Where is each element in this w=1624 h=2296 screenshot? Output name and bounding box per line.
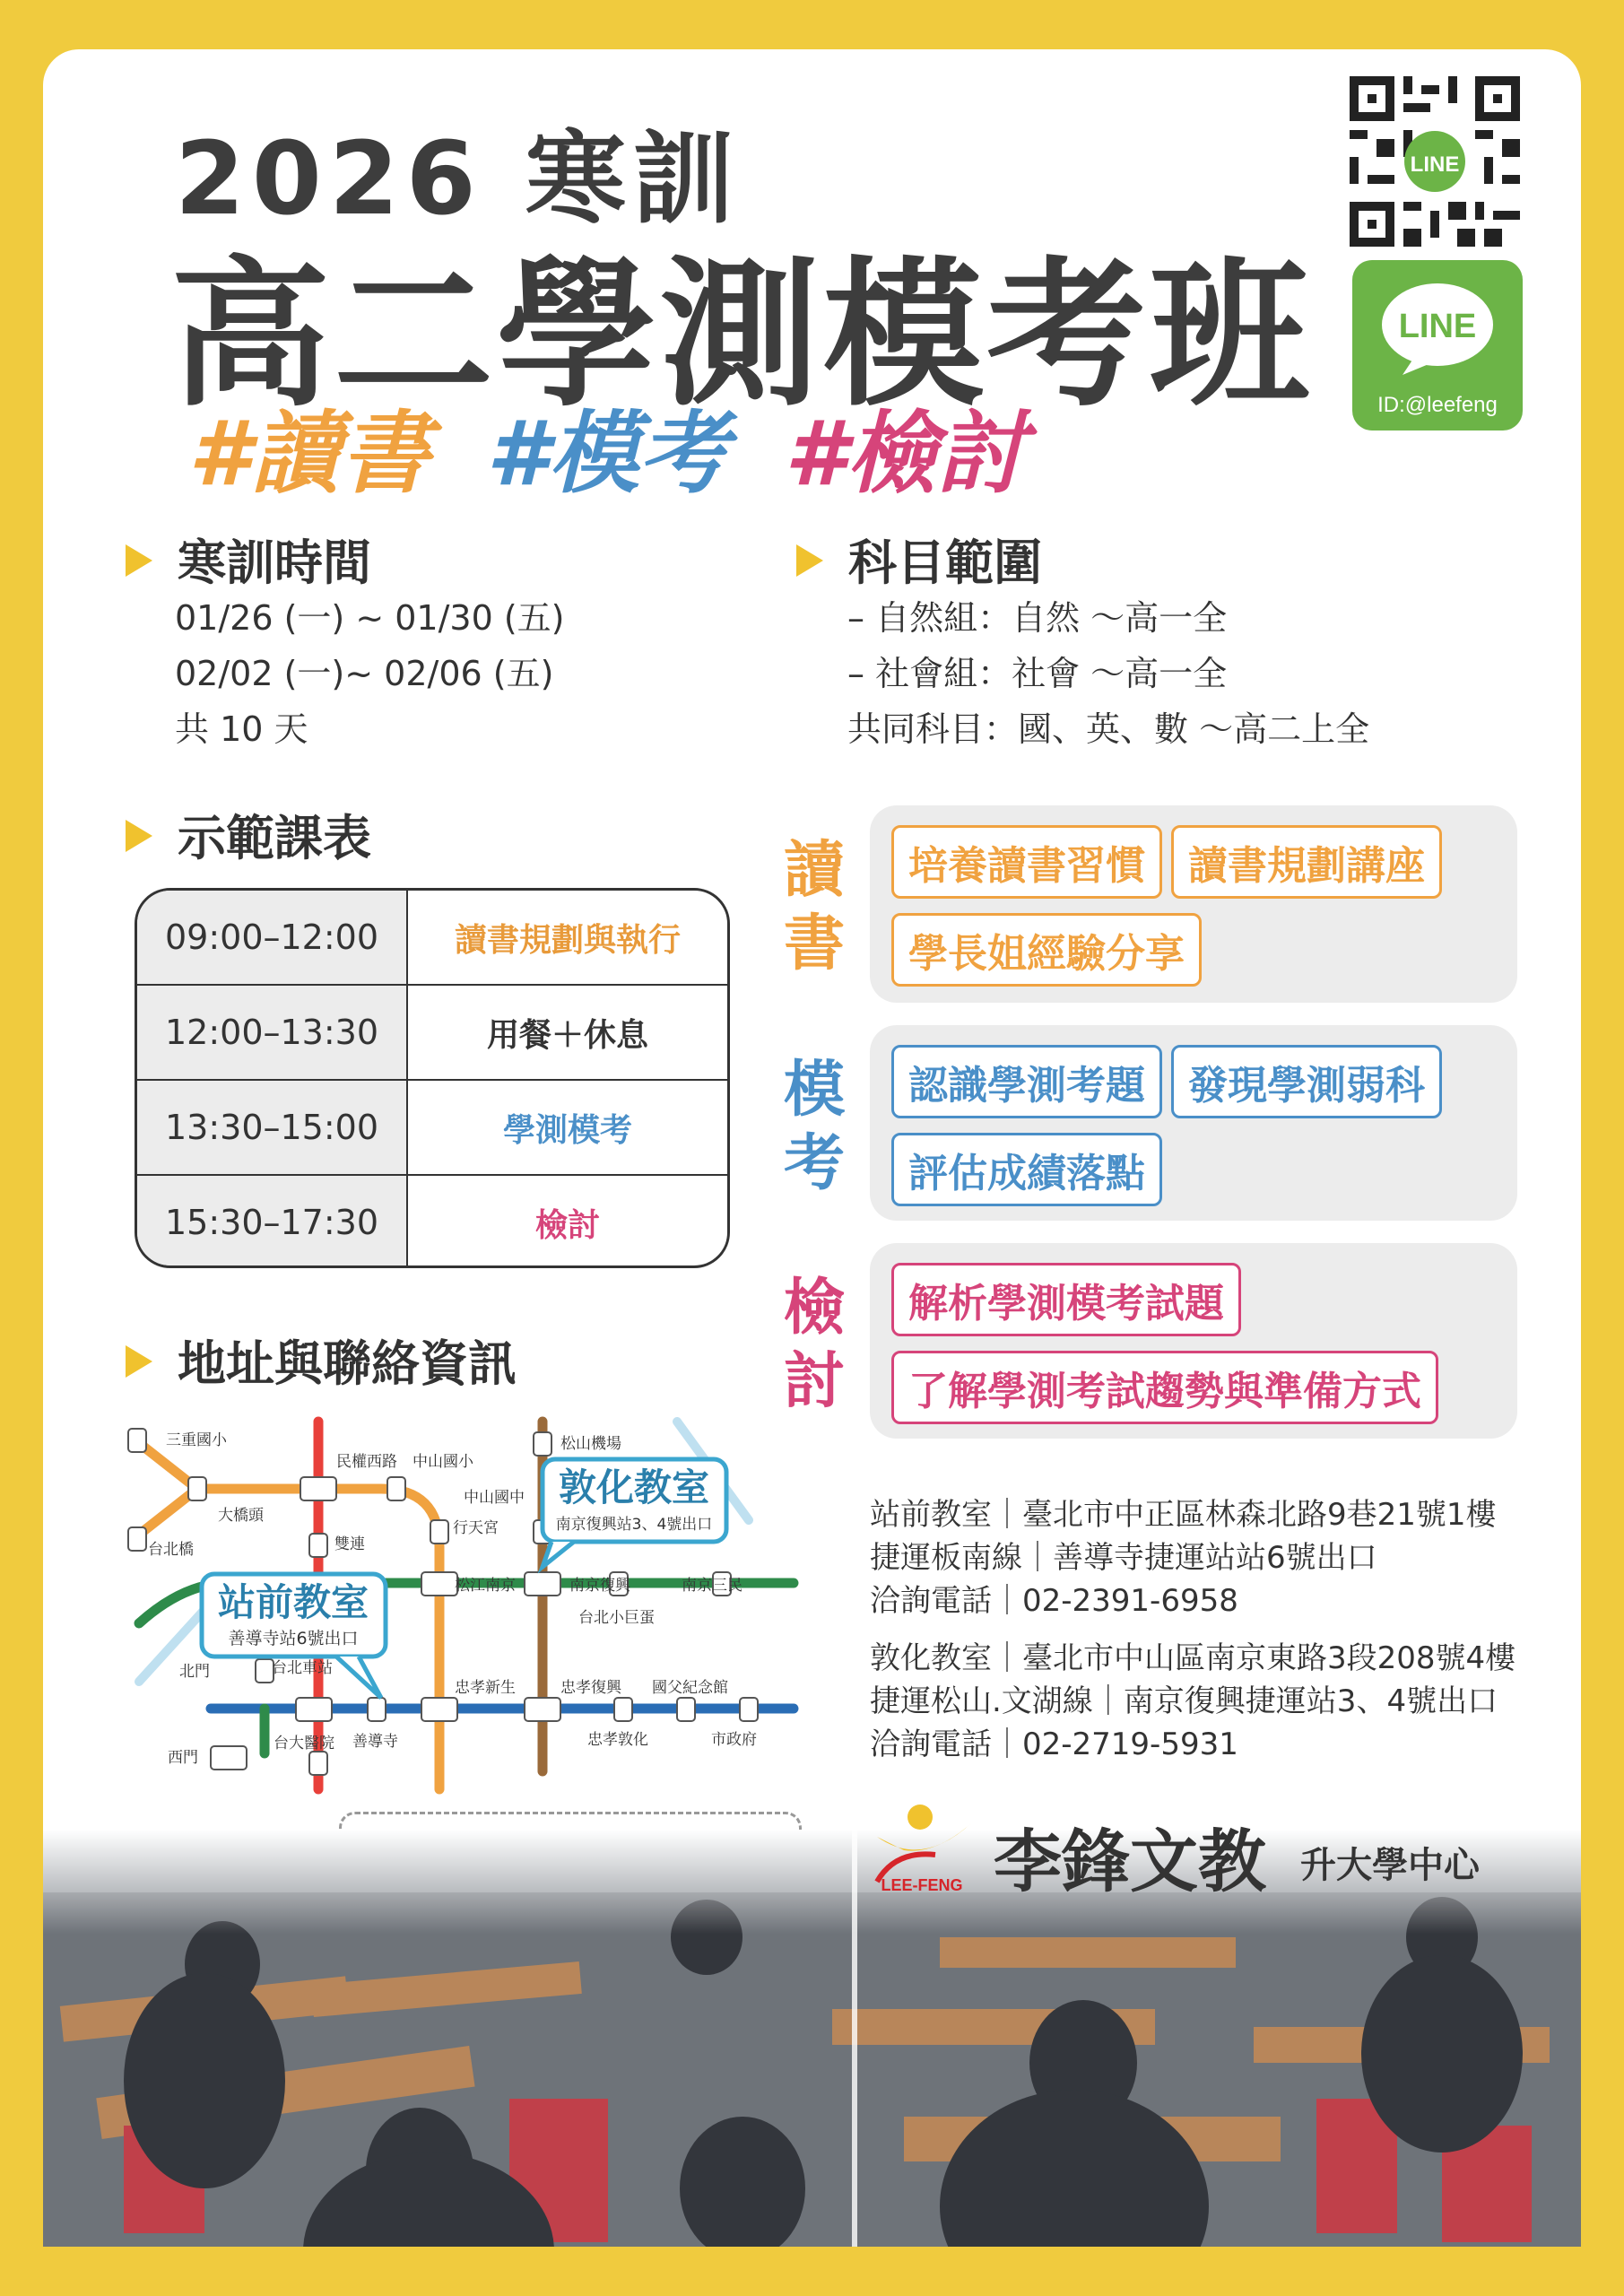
- tag-mock-exam: #模考: [486, 401, 729, 506]
- contact-zhanqian: [870, 1493, 1497, 1622]
- brand-name: 李鋒文教: [994, 1822, 1266, 1901]
- schedule-time: 09:00–12:00: [137, 891, 408, 984]
- brand-sub: 升大學中心: [1300, 1845, 1480, 1886]
- station-label: 善導寺: [352, 1733, 398, 1751]
- triangle-bullet-icon: [126, 544, 152, 577]
- schedule-time: 12:00–13:30: [137, 986, 408, 1079]
- chip: 學長姐經驗分享: [891, 913, 1202, 987]
- schedule-activity: 用餐＋休息: [486, 1016, 648, 1054]
- schedule-activity: 學測模考: [502, 1111, 632, 1149]
- contact-phone[interactable]: 洽詢電話｜02-2719-5931: [870, 1726, 1238, 1762]
- contact-phone[interactable]: 洽詢電話｜02-2391-6958: [870, 1583, 1238, 1619]
- line-chat-icon: [1377, 280, 1498, 378]
- line-id: ID:@leefeng: [1377, 393, 1498, 417]
- subject-line: – 自然組：自然 ～高一全: [847, 598, 1228, 638]
- station-label: 台北車站: [272, 1659, 333, 1677]
- subject-line: – 社會組：社會 ～高一全: [847, 654, 1228, 693]
- schedule-time: 15:30–17:30: [137, 1176, 408, 1268]
- tag-review: #檢討: [784, 401, 1027, 506]
- station-label: 中山國中: [464, 1489, 525, 1507]
- classroom-photo: [43, 1830, 1581, 2247]
- station-label: 北門: [179, 1663, 210, 1681]
- station-label: 民權西路: [336, 1453, 397, 1471]
- schedule-row: [137, 891, 727, 986]
- tag-reading: #讀書: [188, 401, 430, 506]
- station-label: 松江南京: [455, 1577, 516, 1595]
- qr-code-icon[interactable]: [1350, 76, 1520, 247]
- station-label: 台北小巨蛋: [578, 1609, 655, 1627]
- subject-line: 共同科目：國、英、數 ～高二上全: [847, 709, 1370, 749]
- station-label: 南京三民: [682, 1577, 743, 1595]
- panel-label-review: 檢討: [783, 1273, 845, 1417]
- schedule-row: [137, 1176, 727, 1268]
- time-section-heading: 寒訓時間: [126, 525, 371, 594]
- address-section-heading: 地址與聯絡資訊: [126, 1326, 517, 1395]
- panel-label-mock-exam: 模考: [783, 1055, 845, 1199]
- triangle-bullet-icon: [126, 820, 152, 852]
- schedule-row: [137, 986, 727, 1081]
- time-line: 01/26 (一) ~ 01/30 (五): [175, 598, 565, 638]
- svg-text:LINE: LINE: [1410, 152, 1460, 177]
- schedule-table: [135, 888, 730, 1268]
- schedule-section-heading: 示範課表: [126, 800, 371, 869]
- mrt-map: [121, 1413, 803, 1834]
- station-label: 台大醫院: [274, 1735, 334, 1752]
- station-label: 忠孝新生: [455, 1679, 516, 1697]
- callout-zhanqian-sub: 善導寺站6號出口: [228, 1629, 359, 1648]
- station-label: 西門: [168, 1749, 198, 1767]
- chip: 評估成績落點: [891, 1133, 1162, 1206]
- station-label: 南京復興: [569, 1577, 630, 1595]
- contact-line: 敦化教室｜臺北市中山區南京東路3段208號4樓: [870, 1640, 1516, 1676]
- station-label: 市政府: [711, 1731, 757, 1749]
- line-button[interactable]: [1352, 260, 1523, 430]
- schedule-activity: 讀書規劃與執行: [454, 921, 681, 959]
- station-label: 中山國小: [413, 1453, 473, 1471]
- chip: 發現學測弱科: [1171, 1045, 1442, 1118]
- triangle-bullet-icon: [126, 1345, 152, 1378]
- contact-line: 捷運松山.文湖線｜南京復興捷運站3、4號出口: [870, 1683, 1498, 1719]
- chip: 讀書規劃講座: [1171, 825, 1442, 899]
- lee-feng-logo: [868, 1801, 976, 1900]
- station-label: 雙連: [334, 1535, 365, 1553]
- station-label: 松山機場: [560, 1435, 621, 1453]
- panel-reading: [870, 805, 1517, 1003]
- panel-mock-exam: [870, 1025, 1517, 1221]
- panel-label-reading: 讀書: [783, 835, 845, 979]
- chip: 認識學測考題: [891, 1045, 1162, 1118]
- subjects-section-heading: 科目範圍: [796, 525, 1042, 594]
- station-label: 三重國小: [166, 1431, 227, 1449]
- line-logo-text: LINE: [1398, 308, 1477, 345]
- callout-zhanqian-title: 站前教室: [217, 1580, 369, 1624]
- station-label: 行天宮: [453, 1519, 499, 1537]
- time-list: [175, 590, 564, 757]
- year-title: 2026 寒訓: [175, 121, 741, 238]
- lee-feng-logo-icon: [868, 1801, 976, 1900]
- subjects-list: [847, 590, 1369, 757]
- main-title: 高二學測模考班: [170, 242, 1313, 428]
- schedule-time: 13:30–15:00: [137, 1081, 408, 1174]
- callout-dunhua-sub: 南京復興站3、4號出口: [555, 1516, 713, 1534]
- panel-review: [870, 1243, 1517, 1439]
- time-line: 02/02 (一)~ 02/06 (五): [175, 654, 554, 693]
- chip: 了解學測考試趨勢與準備方式: [891, 1351, 1438, 1424]
- contact-line: 站前教室｜臺北市中正區林森北路9巷21號1樓: [870, 1497, 1497, 1533]
- contact-dunhua: [870, 1637, 1515, 1766]
- chip: 解析學測模考試題: [891, 1263, 1241, 1336]
- station-label: 忠孝敦化: [587, 1731, 648, 1749]
- brand-logo-text: LEE-FENG: [881, 1876, 963, 1894]
- station-label: 國父紀念館: [652, 1679, 728, 1697]
- schedule-row: [137, 1081, 727, 1176]
- triangle-bullet-icon: [796, 544, 823, 577]
- callout-dunhua-title: 敦化教室: [558, 1465, 710, 1509]
- station-label: 台北橋: [148, 1541, 194, 1559]
- contact-line: 捷運板南線｜善導寺捷運站站6號出口: [870, 1540, 1377, 1576]
- station-label: 大橋頭: [218, 1507, 264, 1525]
- time-line: 共 10 天: [175, 709, 308, 749]
- hashtag-row: [188, 381, 1051, 510]
- schedule-activity: 檢討: [534, 1206, 600, 1244]
- station-label: 忠孝復興: [560, 1679, 621, 1697]
- chip: 培養讀書習慣: [891, 825, 1162, 899]
